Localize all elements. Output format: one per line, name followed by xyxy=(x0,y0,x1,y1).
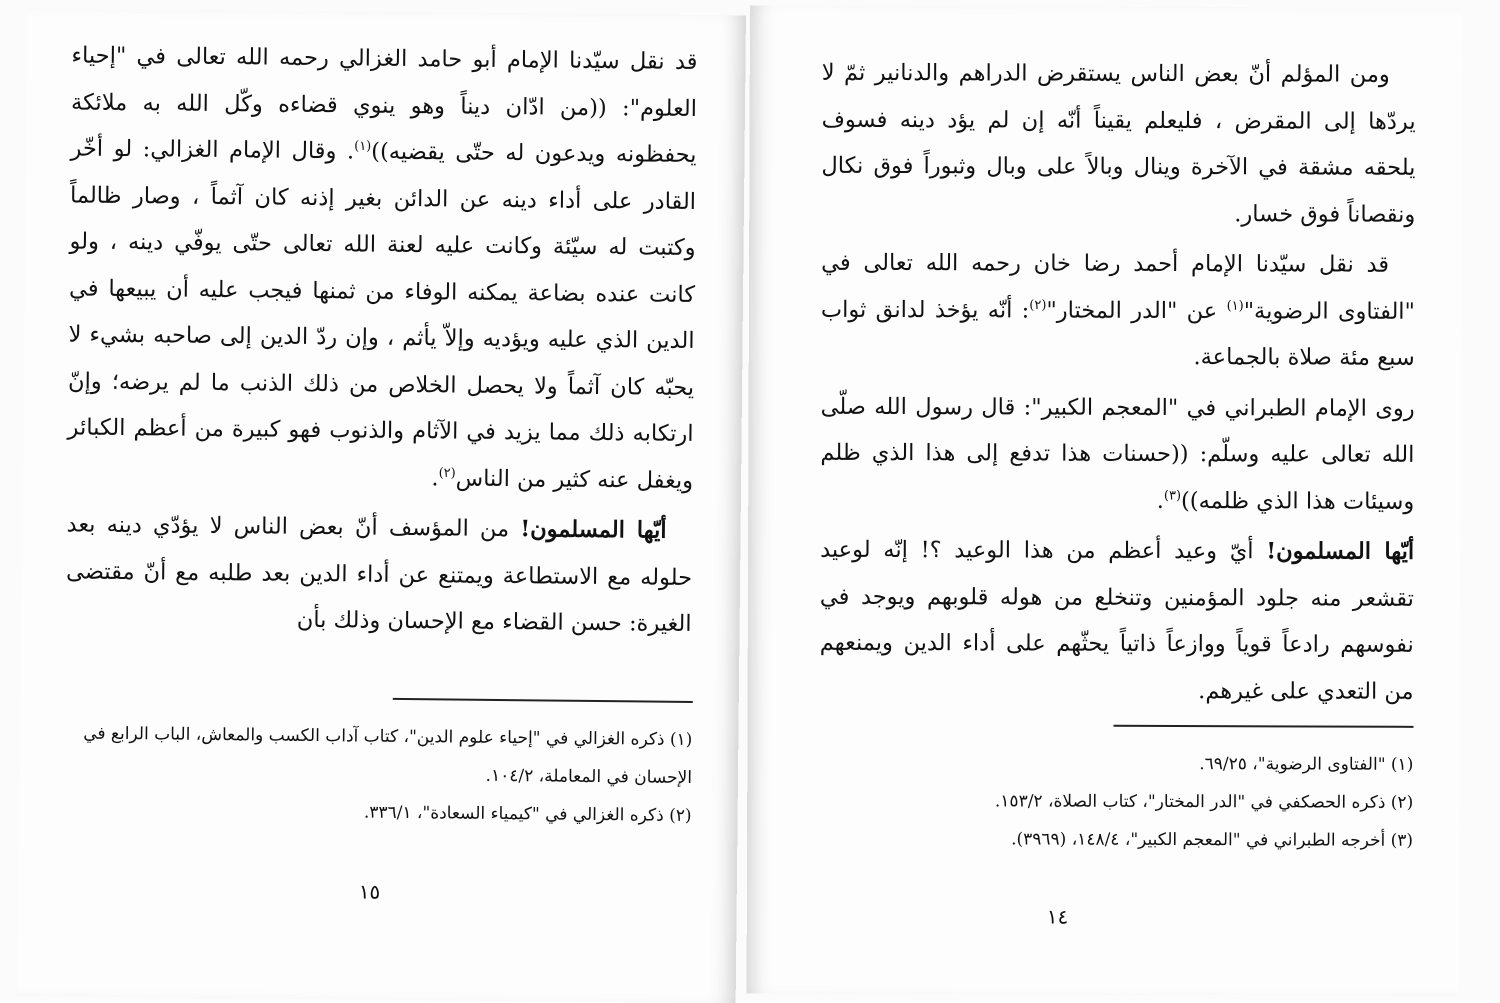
right-paragraph-2 xyxy=(821,240,1415,382)
text-run: قد نقل سيّدنا الإمام أبو حامد الغزالي رحمه الله تعالى في "إحياء العلوم": ((من ادّان ديناً وهو ينوي قضاءه وكّل الله به ملائكة يحفظونه ويدعون له حتّى يقضيه)) xyxy=(70,42,698,169)
footnote-ref: (٣) xyxy=(1163,487,1182,504)
bold-address: أيّها المسلمون! xyxy=(520,516,667,544)
footnote: (٣) أخرجه الطبراني في "المعجم الكبير"، ١٤٨/٤، (٣٩٦٩). xyxy=(1011,829,1414,851)
text-run: ومن المؤلم أنّ بعض الناس يستقرض الدراهم والدنانير ثمّ لا يردّها إلى المقرض ، فليعلم يقيناً أنّه إن لم يؤد دينه فسوف يلحقه مشقة في الآخرة وينال وبالاً على وبال وثبوراً فوق نكال ونقصاناً فوق خسار. xyxy=(821,59,1416,228)
page-number: ١٥ xyxy=(358,879,381,904)
page-15 xyxy=(18,8,746,1003)
left-paragraph-1 xyxy=(67,32,698,504)
text-run: أيّ وعيد أعظم من هذا الوعيد ؟! إنّه لوعيد تقشعر منه جلود المؤمنين وتنخلع من هوله قلوبهم ويوجد في نفوسهم رادعاً قوياً ووازعاً ذاتياً يحثّهم على أداء الدين ويمنعهم من التعدي على غيرهم. xyxy=(819,536,1414,705)
text-run: من المؤسف أنّ بعض الناس لا يؤدّي دينه بعد حلوله مع الاستطاعة ويمتنع عن أداء الدين بعد طلبه مع أنّ مقتضى الغيرة: حسن القضاء مع الإحسان وذلك بأن xyxy=(65,511,693,637)
footnote: (٢) ذكره الحصكفي في "الدر المختار"، كتاب الصلاة، ١٥٣/٢. xyxy=(994,791,1414,813)
right-paragraph-4 xyxy=(820,527,1415,715)
footnote-ref: (١) xyxy=(1226,298,1244,314)
bold-address: أيّها المسلمون! xyxy=(1266,538,1415,565)
text-run: . وقال الإمام الغزالي: لو أخّر القادر على أداء دينه عن الدائن بغير إذنه كان آثماً ، وصار ظالماً وكتبت له سيّئة وكانت عليه لعنة الله تعالى حتّى يوفّي دينه ، ولو كانت عنده بضاعة يمكنه الوفاء من ثمنها فيجب عليه أن يبيعها في الدين الذي عليه ويؤديه وإلاّ يأثم ، وإن ردّ الدين إلى صاحبه بشيء لا يحبّه كان آثماً ولا يحصل الخلاص من ذلك الذنب ما لم يرضه؛ وإنّ ارتكابه ذلك مما يزيد في الآثام والذنوب فهو كبيرة من أعظم الكبائر ويغفل عنه كثير من الناس xyxy=(67,135,697,494)
right-page-body xyxy=(820,50,1416,715)
footnote-separator xyxy=(1113,725,1413,728)
text-run: عن "الدر المختار" xyxy=(1046,297,1227,324)
right-footnotes xyxy=(827,744,1413,860)
left-paragraph-2 xyxy=(65,501,692,647)
right-paragraph-1 xyxy=(821,50,1416,238)
page-14 xyxy=(747,6,1462,996)
footnote-separator xyxy=(393,698,693,703)
footnote: (١) ذكره الغزالي في "إحياء علوم الدين"، كتاب آداب الكسب والمعاش، الباب الرابع في الإحسان في المعاملة، ١٠٤/٢. xyxy=(83,723,693,788)
text-run: . xyxy=(1156,487,1164,514)
right-paragraph-3 xyxy=(820,383,1414,525)
text-run: . xyxy=(431,464,439,491)
text-run: روى الإمام الطبراني في "المعجم الكبير": قال رسول الله صلّى الله تعالى عليه وسلّم: ((حسنات هذا تدفع إلى هذا الذي ظلم وسيئات هذا الذي ظلمه)) xyxy=(820,393,1415,515)
text-run: : أنّه يؤخذ لدانق ثواب سبع مئة صلاة بالجماعة. xyxy=(820,296,1415,371)
left-page-body xyxy=(65,32,697,647)
footnote-ref: (١) xyxy=(354,138,372,155)
page-number: ١٤ xyxy=(1046,904,1069,929)
footnote-ref: (٢) xyxy=(1029,297,1047,313)
text-run: قد نقل سيّدنا الإمام أحمد رضا خان رحمه الله تعالى في "الفتاوى الرضوية" xyxy=(821,249,1415,325)
footnote: (١) "الفتاوى الرضوية"، ٦٩/٢٥. xyxy=(1199,754,1414,775)
left-footnotes xyxy=(63,714,692,835)
footnote: (٢) ذكره الغزالي في "كيمياء السعادة"، ٣٣٦/١. xyxy=(363,802,692,826)
footnote-ref: (٢) xyxy=(438,465,456,481)
